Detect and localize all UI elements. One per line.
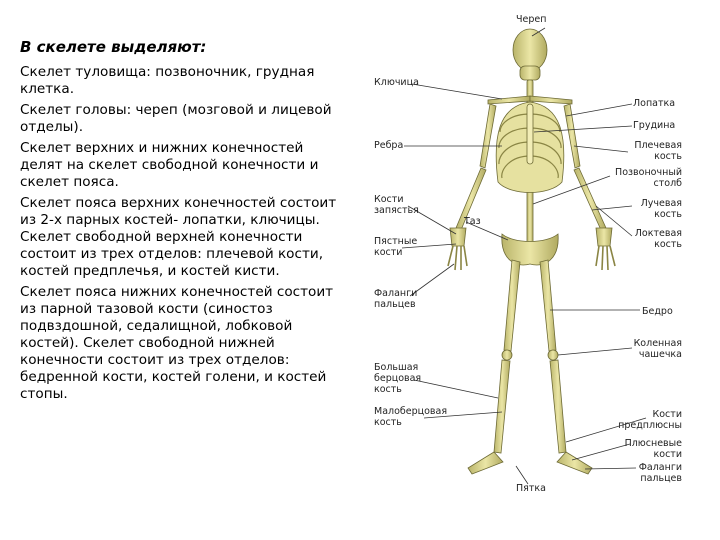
- skull-shape: [513, 29, 547, 71]
- label-humerus: Плечевая кость: [634, 140, 682, 162]
- label-toe-phalanges: Фаланги пальцев: [638, 462, 682, 484]
- label-radius: Лучевая кость: [640, 198, 682, 220]
- label-heel: Пятка: [516, 483, 546, 494]
- paragraph-trunk: Скелет туловища: позвоночник, грудная клетка.: [20, 64, 315, 97]
- label-fibula: Малоберцовая кость: [374, 406, 448, 428]
- label-scapula: Лопатка: [633, 98, 676, 109]
- label-spine: Позвоночный столб: [615, 167, 682, 189]
- right-tibia-shape: [550, 360, 566, 453]
- label-finger-phalanges: Фаланги пальцев: [374, 288, 418, 310]
- right-clavicle-shape: [530, 96, 572, 104]
- left-foot-shape: [468, 452, 503, 474]
- paragraph-lower-limb: Скелет пояса нижних конечностей состоит из парной тазовой кости (синостоз подвздошной, седалищной, лобковой костей). Скелет свободной нижней конечности состоит из трех отделов: бедренной кости, костей голени, и костей стопы.: [20, 284, 334, 402]
- left-tibia-shape: [494, 360, 510, 453]
- skeleton-diagram: [370, 14, 688, 494]
- left-clavicle-shape: [488, 96, 530, 104]
- paragraph-limbs: Скелет верхних и нижних конечностей делят на скелет свободной конечности и скелет пояса.: [20, 140, 319, 190]
- label-carpals: Кости запястья: [374, 194, 419, 216]
- paragraph-upper-limb: Скелет пояса верхних конечностей состоит из 2-х парных костей- лопатки, ключицы. Скелет свободной верхней конечности состоит из трех отделов: плечевой кости, костей предплечья, и костей кисти.: [20, 195, 337, 279]
- right-hand-shape: [596, 228, 612, 246]
- label-pelvis: Таз: [464, 216, 481, 227]
- label-tarsals: Кости предплюсны: [618, 409, 682, 431]
- left-hand-shape: [450, 228, 466, 246]
- label-patella: Коленная чашечка: [633, 338, 682, 360]
- right-forearm-shape: [574, 168, 606, 230]
- label-ulna: Локтевая кость: [634, 228, 682, 250]
- left-humerus-shape: [480, 104, 496, 168]
- section-title: В скелете выделяют:: [20, 38, 207, 56]
- paragraph-head: Скелет головы: череп (мозговой и лицевой отделы).: [20, 102, 332, 135]
- right-femur-shape: [540, 260, 556, 351]
- label-skull: Череп: [516, 14, 547, 25]
- sternum-shape: [527, 104, 533, 164]
- label-tibia: Большая берцовая кость: [374, 362, 422, 395]
- left-patella-shape: [502, 350, 512, 360]
- label-metatarsals: Плюсневые кости: [624, 438, 682, 460]
- label-metacarpals: Пястные кости: [374, 236, 418, 258]
- label-ribs: Ребра: [374, 140, 404, 151]
- text-column: [20, 38, 340, 407]
- right-foot-shape: [557, 452, 592, 474]
- label-sternum: Грудина: [633, 120, 676, 131]
- jaw-shape: [520, 66, 540, 80]
- label-clavicle: Ключица: [374, 77, 419, 88]
- label-femur: Бедро: [642, 306, 673, 317]
- right-patella-shape: [548, 350, 558, 360]
- left-femur-shape: [504, 260, 520, 351]
